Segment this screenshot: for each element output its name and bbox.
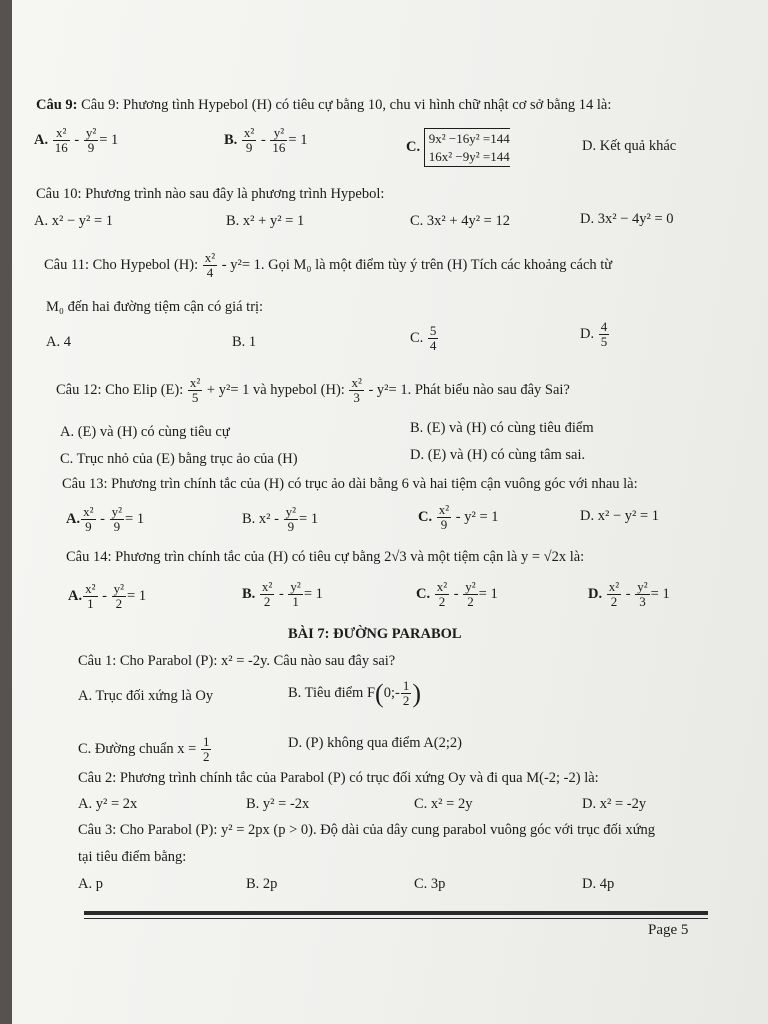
p2-option-a: A. y² = 2x [78,796,138,812]
parabol-question-3-line1: Câu 3: Cho Parabol (P): y² = 2px (p > 0). Độ dài của dây cung parabol vuông góc với trục đối xứng [78,822,656,838]
p3-option-a: A. p [78,876,103,892]
q14-option-b: B. $\frac{\text{x²}}{2}$ - $\frac{\text{y²}}{1}$ = 1 [242,579,323,610]
q14-option-c: C. $\frac{\text{x²}}{2}$ - $\frac{\text{y²}}{2}$ = 1 [416,579,498,610]
question-12-text: Câu 12: Cho Elip (E): $\frac{\text{x²}}{5}$ + y²= 1 và hypebol (H): $\frac{\text{x²}}{3}$ - y²= 1. Phát biểu nào sau đây Sai? [56,375,570,406]
question-11-line2: M₀ đến hai đường tiệm cận có giá trị: [46,299,264,315]
question-13-text: Câu 13: Phương trìn chính tắc của (H) có trục ảo dài bằng 6 và hai tiệm cận vuông góc với nhau là: [62,476,638,492]
question-10-text: Câu 10: Phương trình nào sau đây là phương trình Hypebol: [36,186,385,202]
p1-option-d: D. (P) không qua điểm A(2;2) [288,735,462,751]
q10-option-a: A. x² − y² = 1 [34,213,114,229]
page-number: Page 5 [648,922,689,938]
p2-option-b: B. y² = -2x [246,796,310,812]
q9-option-b: B. $\frac{\text{x²}}{9}$ - $\frac{\text{y²}}{16}$ = 1 [224,125,308,156]
question-9-text: Câu 9: Câu 9: Phương tình Hypebol (H) có tiêu cự bằng 10, chu vi hình chữ nhật cơ sở bằng 14 là: [36,97,612,113]
p2-option-d: D. x² = -2y [582,796,647,812]
p1-option-b: B. Tiêu điểm F(0;- $\frac{1}{2}$ ) [288,677,421,709]
footer-rule-thick [84,911,708,915]
q12-option-d: D. (E) và (H) có cùng tâm sai. [410,447,586,463]
p1-option-a: A. Trục đối xứng là Oy [78,688,214,704]
parabol-question-1-text: Câu 1: Cho Parabol (P): x² = -2y. Câu nào sau đây sai? [78,653,396,669]
p2-option-c: C. x² = 2y [414,796,473,812]
q11-option-c: C. $\frac{5}{4}$ [410,323,437,354]
q14-option-d: D. $\frac{\text{x²}}{2}$ - $\frac{\text{y²}}{3}$ = 1 [588,579,670,610]
q11-option-d: D. $\frac{4}{5}$ [580,319,608,350]
q12-option-a: A. (E) và (H) có cùng tiêu cự [60,424,230,440]
p3-option-b: B. 2p [246,876,278,892]
q12-option-b: B. (E) và (H) có cùng tiêu điểm [410,420,594,436]
q13-option-a: A. $\frac{\text{x²}}{9}$ - $\frac{\text{y²}}{9}$ = 1 [66,504,145,535]
parabol-question-3-line2: tại tiêu điểm bằng: [78,849,187,865]
q10-option-c: C. 3x² + 4y² = 12 [410,213,510,229]
p3-option-d: D. 4p [582,876,615,892]
q9-stem: Câu 9: Phương tình Hypebol (H) có tiêu cự bằng 10, chu vi hình chữ nhật cơ sở bằng 14 là: [81,97,612,113]
question-11-text: Câu 11: Cho Hypebol (H): $\frac{\text{x²}}{4}$ - y²= 1. Gọi M₀ là một điểm tùy ý trên (H) Tích các khoảng cách từ [44,250,613,281]
q13-option-c: C. $\frac{\text{x²}}{9}$ - y² = 1 [418,502,499,533]
q9-option-d: D. Kết quả khác [582,138,677,154]
q12-option-c: C. Trục nhỏ của (E) bằng trục ảo của (H) [60,451,298,467]
q13-option-b: B. x² - $\frac{\text{y²}}{9}$ = 1 [242,504,319,535]
footer-rule-thin [84,918,708,919]
q10-option-b: B. x² + y² = 1 [226,213,305,229]
parabol-question-2-text: Câu 2: Phương trình chính tắc của Parabol (P) có trục đối xứng Oy và đi qua M(-2; -2) là: [78,770,599,786]
q13-option-d: D. x² − y² = 1 [580,508,660,524]
q11-option-a: A. 4 [46,334,71,350]
q14-option-a: A. $\frac{\text{x²}}{1}$ - $\frac{\text{y²}}{2}$ = 1 [68,581,147,612]
q9-option-c: C. 9x² −16y² =144 16x² −9y² =144 [406,128,510,167]
document-page [12,0,768,1024]
p3-option-c: C. 3p [414,876,446,892]
p1-option-c: C. Đường chuẩn x = $\frac{1}{2}$ [78,734,210,765]
lesson-title: BÀI 7: ĐƯỜNG PARABOL [288,626,462,642]
q10-option-d: D. 3x² − 4y² = 0 [580,211,674,227]
q9-option-a: A. $\frac{\text{x²}}{16}$ - $\frac{\text{y²}}{9}$ = 1 [34,125,119,156]
q11-option-b: B. 1 [232,334,257,350]
question-14-text: Câu 14: Phương trìn chính tắc của (H) có tiêu cự bằng 2√3 và một tiệm cận là y = √2x là: [66,549,585,565]
